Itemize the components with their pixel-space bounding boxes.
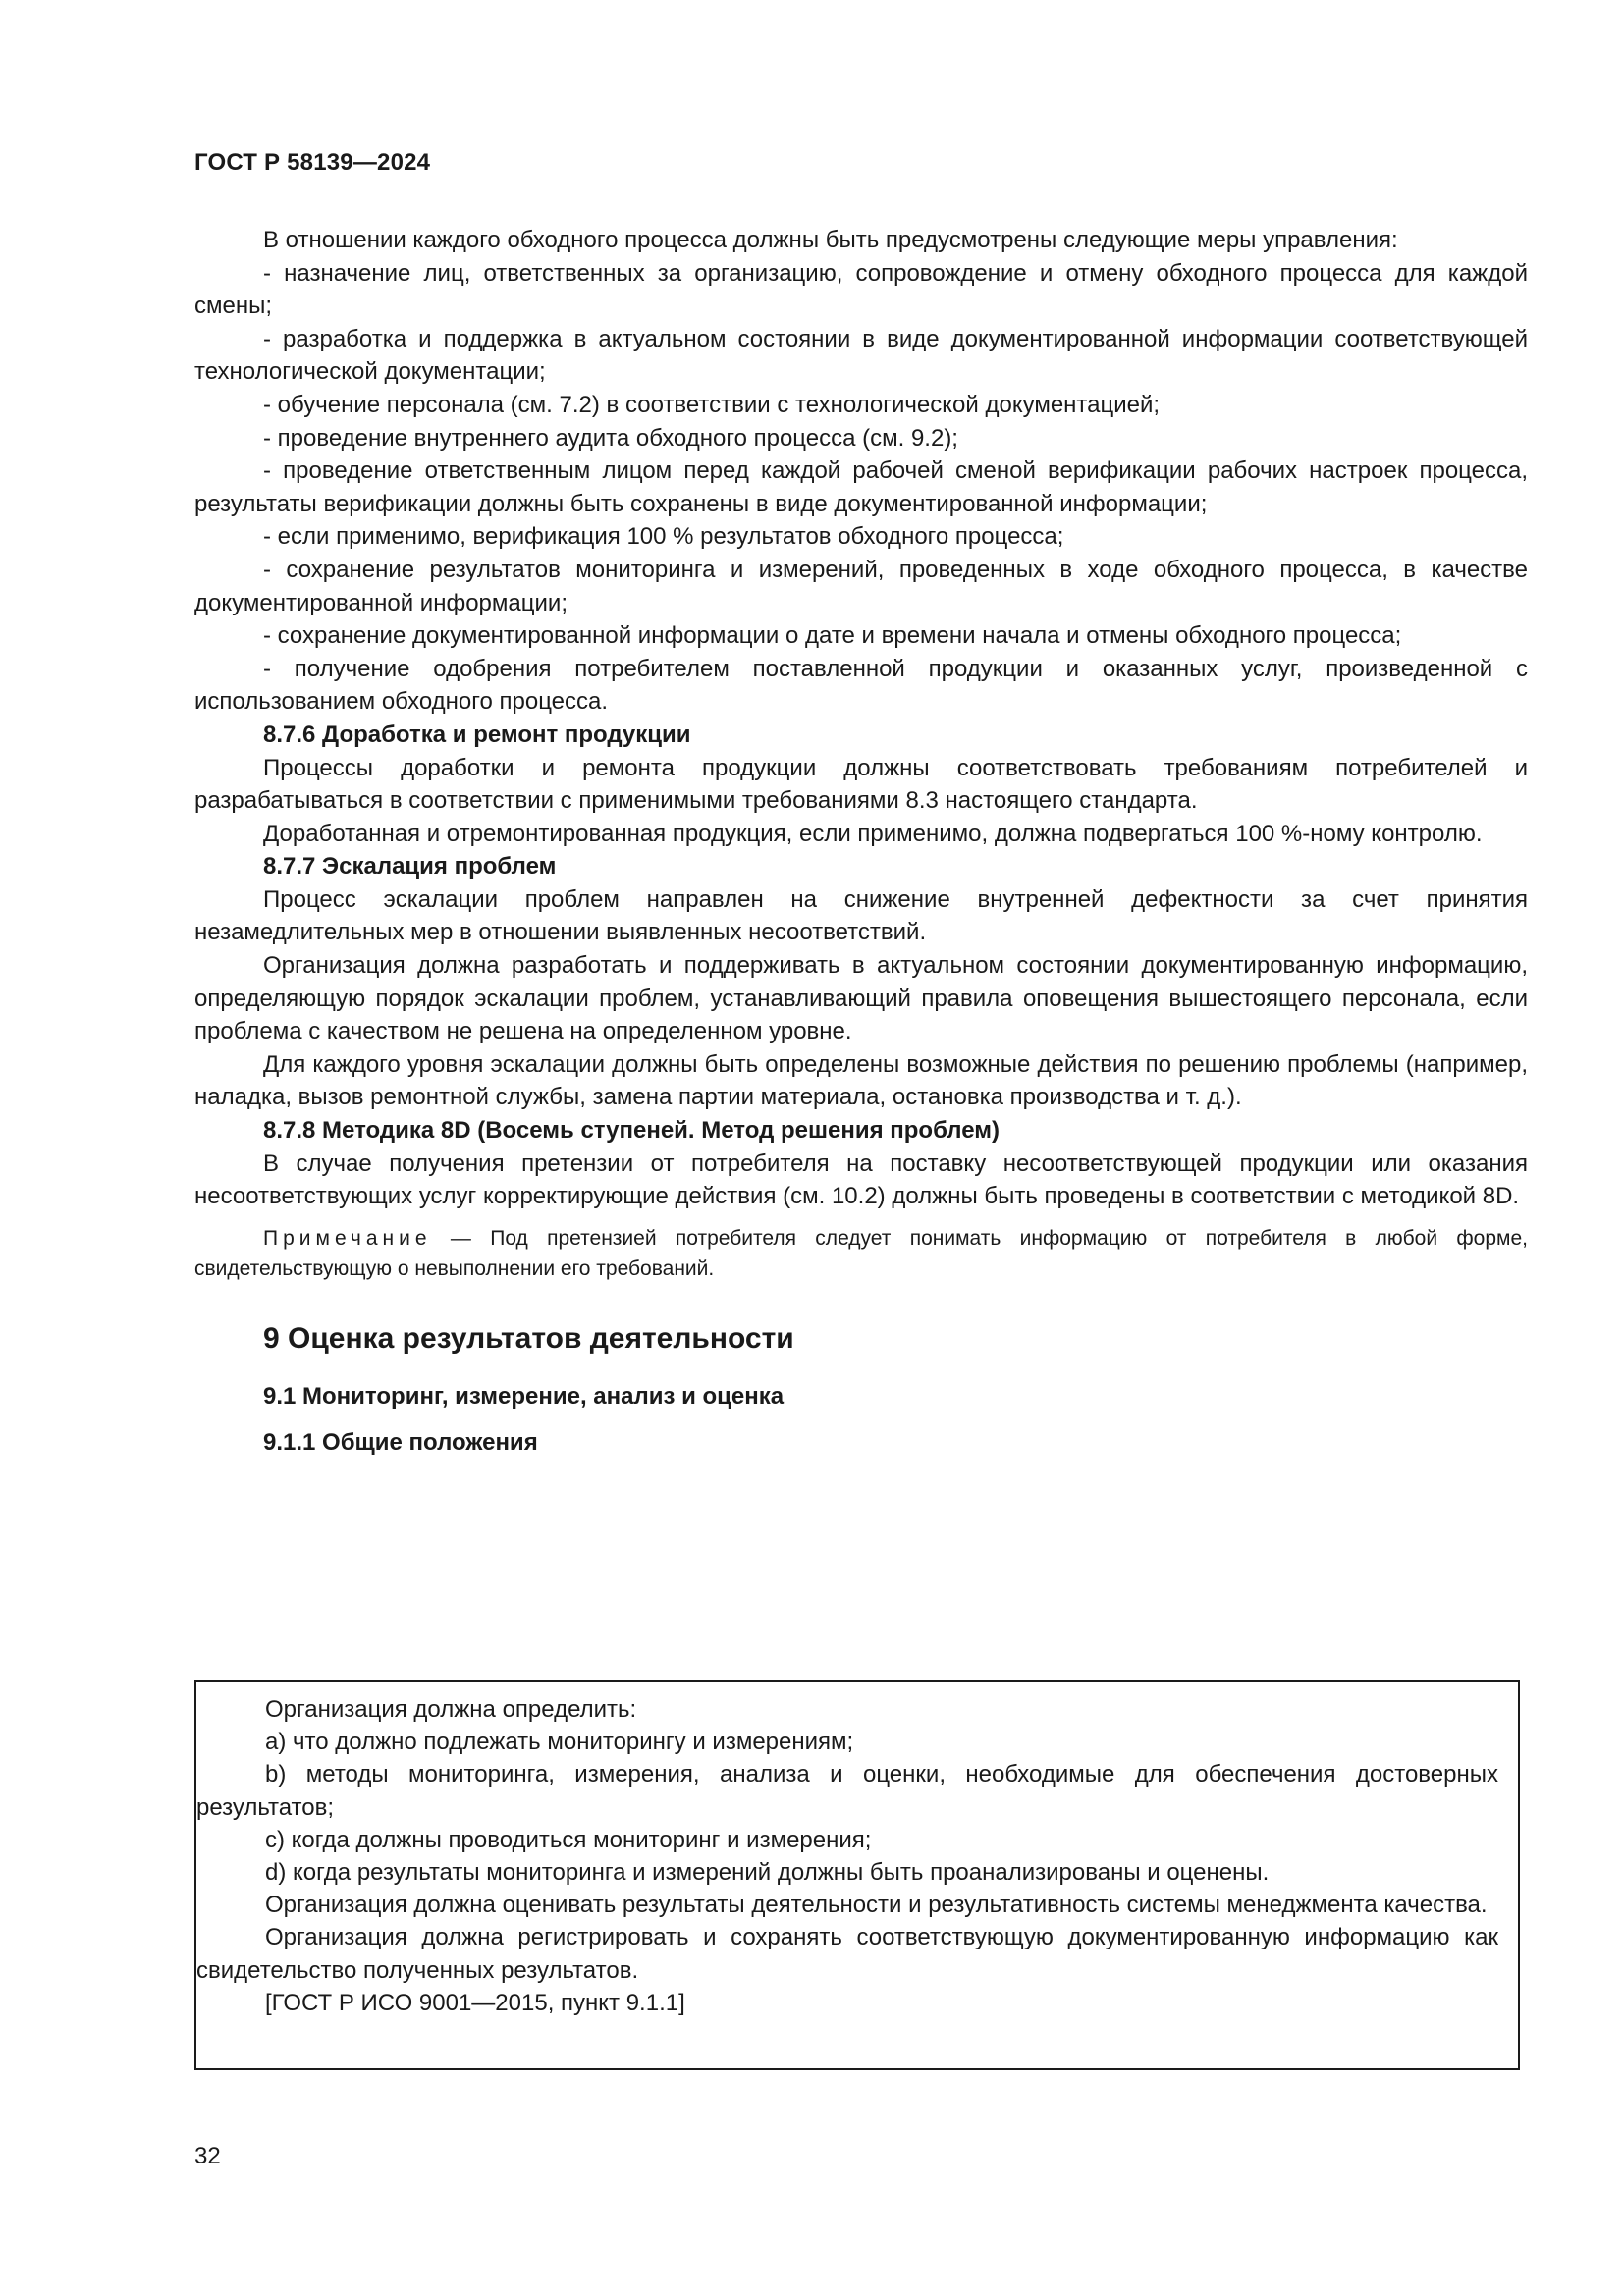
box-line: a) что должно подлежать мониторингу и измерениям; <box>265 1729 854 1756</box>
section-heading-8-7-6: 8.7.6 Доработка и ремонт продукции <box>263 721 691 748</box>
list-item: - сохранение документированной информации о дате и времени начала и отмены обходного процесса; <box>263 622 1402 650</box>
list-item: - если применимо, верификация 100 % результатов обходного процесса; <box>263 523 1064 551</box>
chapter-heading-9: 9 Оценка результатов деятельности <box>263 1321 794 1355</box>
box-line: Организация должна оценивать результаты деятельности и результативность системы менеджмента качества. <box>265 1892 1488 1919</box>
box-citation: [ГОСТ Р ИСО 9001—2015, пункт 9.1.1] <box>265 1989 685 2016</box>
box-line: b) методы мониторинга, измерения, анализа и оценки, необходимые для обеспечения достоверных результатов; <box>196 1761 1498 1821</box>
list-item: - разработка и поддержка в актуальном состоянии в виде документированной информации соответствующей технологической документации; <box>194 325 1528 386</box>
page-number: 32 <box>194 2143 221 2169</box>
paragraph: Организация должна разработать и поддерживать в актуальном состоянии документированную информацию, определяющую порядок эскалации проблем, устанавливающий правила оповещения вышестоящего персонала, если проблема с качеством не решена на определенном уровне. <box>194 952 1528 1045</box>
main-text <box>194 224 1528 1459</box>
paragraph: Процессы доработки и ремонта продукции должны соответствовать требованиям потребителей и разрабатываться в соответствии с применимыми требованиями 8.3 настоящего стандарта. <box>194 754 1528 815</box>
paragraph: Для каждого уровня эскалации должны быть определены возможные действия по решению проблемы (например, наладка, вызов ремонтной службы, замена партии материала, остановка производства и т. д.). <box>194 1050 1528 1111</box>
document-header: ГОСТ Р 58139—2024 <box>194 149 431 176</box>
list-item: - проведение внутреннего аудита обходного процесса (см. 9.2); <box>263 424 958 452</box>
box-line: d) когда результаты мониторинга и измерений должны быть проанализированы и оценены. <box>265 1859 1270 1887</box>
list-item: - обучение персонала (см. 7.2) в соответствии с технологической документацией; <box>263 391 1161 418</box>
section-heading-8-7-7: 8.7.7 Эскалация проблем <box>263 853 557 881</box>
section-heading-9-1: 9.1 Мониторинг, измерение, анализ и оценка <box>263 1382 785 1410</box>
note-text: — Под претензией потребителя следует понимать информацию от потребителя в любой форме, свидетельствующую о невыполнении его требований. <box>194 1226 1528 1280</box>
box-line: Организация должна регистрировать и сохранять соответствующую документированную информацию как свидетельство полученных результатов. <box>196 1924 1498 1984</box>
list-item: - проведение ответственным лицом перед каждой рабочей сменой верификации рабочих настроек процесса, результаты верификации должны быть сохранены в виде документированной информации; <box>194 457 1528 517</box>
paragraph: В отношении каждого обходного процесса должны быть предусмотрены следующие меры управления: <box>263 227 1398 253</box>
list-item: - сохранение результатов мониторинга и измерений, проведенных в ходе обходного процесса, в качестве документированной информации; <box>194 556 1528 616</box>
list-item: - получение одобрения потребителем поставленной продукции и оказанных услуг, произведенной с использованием обходного процесса. <box>194 655 1528 716</box>
note <box>194 1223 1528 1284</box>
note-label: Примечание <box>263 1226 432 1250</box>
section-heading-9-1-1: 9.1.1 Общие положения <box>263 1428 538 1456</box>
list-item: - назначение лиц, ответственных за организацию, сопровождение и отмену обходного процесса для каждой смены; <box>194 259 1528 320</box>
paragraph: Процесс эскалации проблем направлен на снижение внутренней дефектности за счет принятия незамедлительных мер в отношении выявленных несоответствий. <box>194 885 1528 946</box>
box-line: c) когда должны проводиться мониторинг и измерения; <box>265 1826 872 1853</box>
section-heading-8-7-8: 8.7.8 Методика 8D (Восемь ступеней. Метод решения проблем) <box>263 1117 1000 1145</box>
paragraph: В случае получения претензии от потребителя на поставку несоответствующей продукции или оказания несоответствующих услуг корректирующие действия (см. 10.2) должны быть проведены в соответствии с методикой 8D. <box>194 1149 1528 1210</box>
box-line: Организация должна определить: <box>265 1696 637 1723</box>
paragraph: Доработанная и отремонтированная продукция, если применимо, должна подвергаться 100 %-ному контролю. <box>263 820 1483 847</box>
iso-quote-box <box>194 1680 1520 2070</box>
